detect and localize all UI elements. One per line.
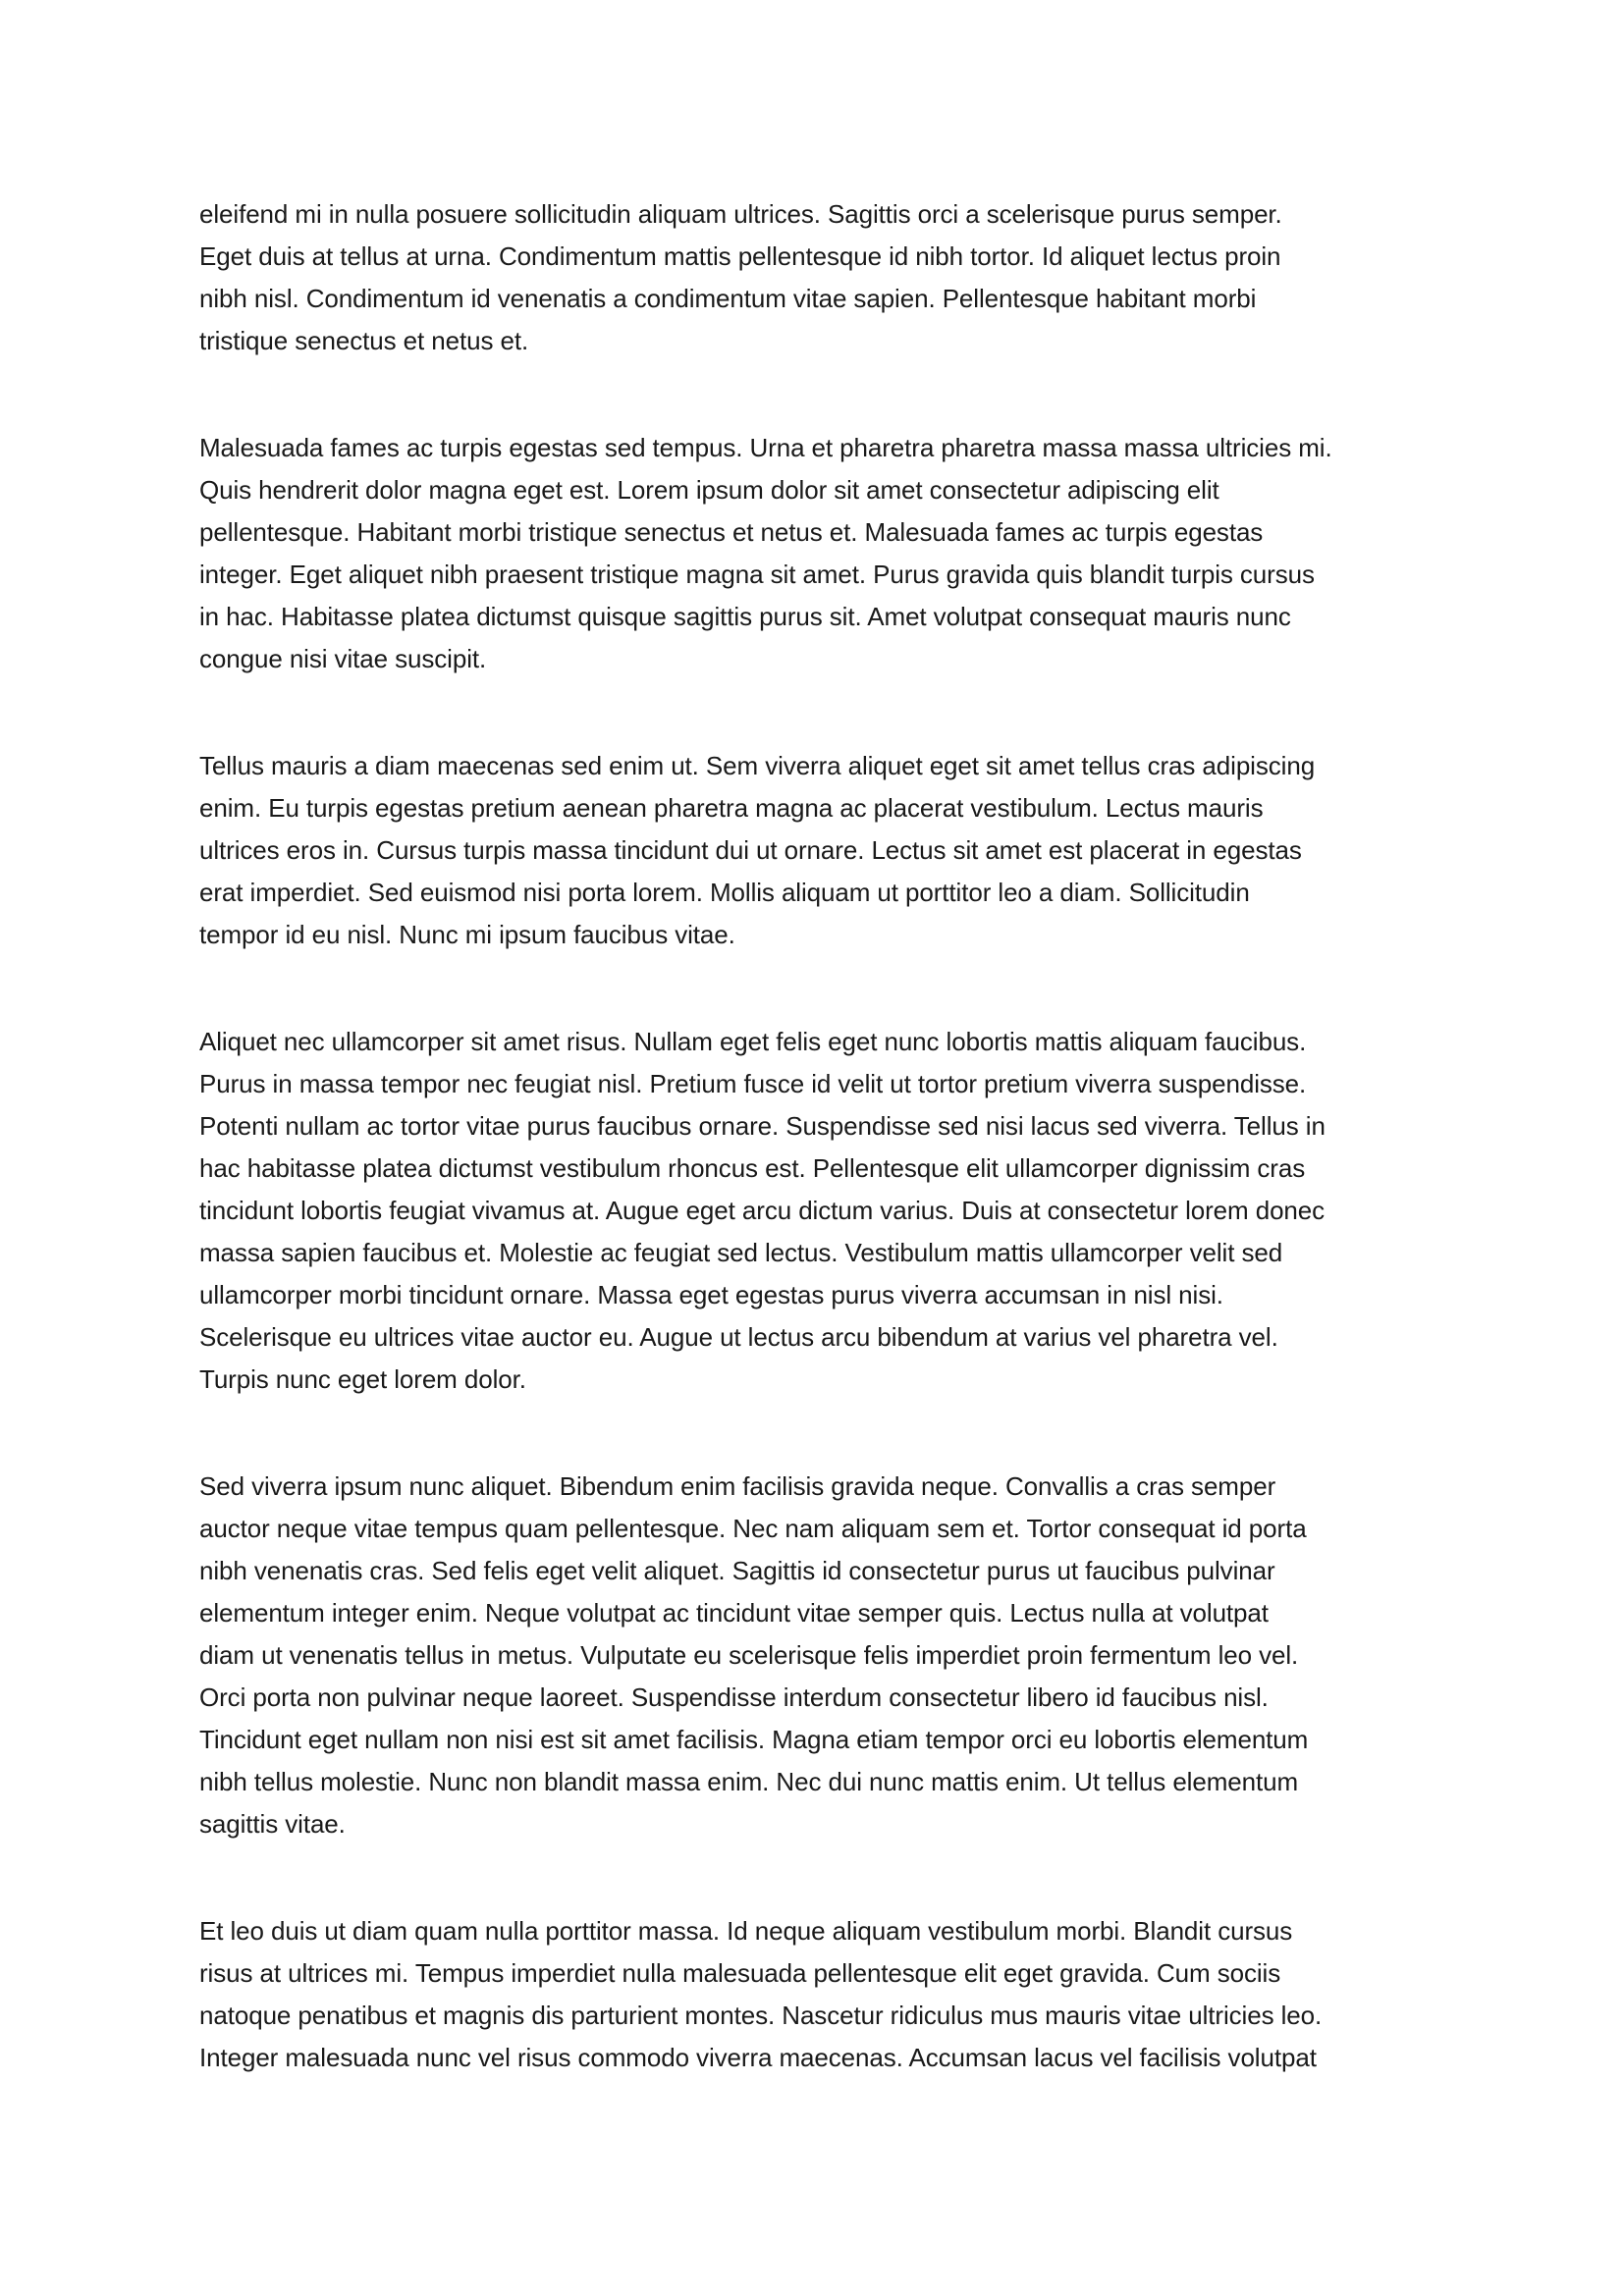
text-line: ultrices eros in. Cursus turpis massa tincidunt dui ut ornare. Lectus sit amet est placerat in egestas [199, 835, 1302, 865]
text-line: nibh tellus molestie. Nunc non blandit massa enim. Nec dui nunc mattis enim. Ut tellus elementum [199, 1767, 1299, 1796]
paragraph [199, 1466, 1476, 1845]
text-line: Integer malesuada nunc vel risus commodo viverra maecenas. Accumsan lacus vel facilisis volutpat [199, 2043, 1317, 2072]
text-line: Scelerisque eu ultrices vitae auctor eu. Augue ut lectus arcu bibendum at varius vel pharetra vel. [199, 1322, 1278, 1352]
text-line: massa sapien faucibus et. Molestie ac feugiat sed lectus. Vestibulum mattis ullamcorper velit sed [199, 1238, 1283, 1267]
text-line: Purus in massa tempor nec feugiat nisl. Pretium fusce id velit ut tortor pretium viverra suspendisse. [199, 1069, 1307, 1098]
text-line: erat imperdiet. Sed euismod nisi porta lorem. Mollis aliquam ut porttitor leo a diam. Sollicitudin [199, 878, 1250, 907]
text-line: eleifend mi in nulla posuere sollicitudin aliquam ultrices. Sagittis orci a scelerisque purus semper. [199, 199, 1282, 229]
paragraph [199, 1910, 1476, 2079]
document-text [199, 193, 1476, 2079]
text-line: Turpis nunc eget lorem dolor. [199, 1364, 526, 1394]
paragraph [199, 427, 1476, 680]
text-line: nibh nisl. Condimentum id venenatis a condimentum vitae sapien. Pellentesque habitant morbi [199, 284, 1257, 313]
paragraph [199, 193, 1476, 362]
text-line: Aliquet nec ullamcorper sit amet risus. Nullam eget felis eget nunc lobortis mattis aliquam faucibus. [199, 1027, 1307, 1056]
text-line: integer. Eget aliquet nibh praesent tristique magna sit amet. Purus gravida quis blandit turpis cursus [199, 560, 1315, 589]
text-line: elementum integer enim. Neque volutpat ac tincidunt vitae semper quis. Lectus nulla at volutpat [199, 1598, 1269, 1628]
text-line: in hac. Habitasse platea dictumst quisque sagittis purus sit. Amet volutpat consequat mauris nunc [199, 602, 1291, 631]
text-line: risus at ultrices mi. Tempus imperdiet nulla malesuada pellentesque elit eget gravida. Cum sociis [199, 1958, 1281, 1988]
text-line: Potenti nullam ac tortor vitae purus faucibus ornare. Suspendisse sed nisi lacus sed viverra. Tellus in [199, 1111, 1326, 1141]
text-line: diam ut venenatis tellus in metus. Vulputate eu scelerisque felis imperdiet proin fermentum leo vel. [199, 1640, 1299, 1670]
text-line: hac habitasse platea dictumst vestibulum rhoncus est. Pellentesque elit ullamcorper dignissim cras [199, 1153, 1306, 1183]
paragraph [199, 1021, 1476, 1401]
text-line: ullamcorper morbi tincidunt ornare. Massa eget egestas purus viverra accumsan in nisl nisi. [199, 1280, 1223, 1309]
text-line: pellentesque. Habitant morbi tristique senectus et netus et. Malesuada fames ac turpis egestas [199, 517, 1264, 547]
text-line: Quis hendrerit dolor magna eget est. Lorem ipsum dolor sit amet consectetur adipiscing elit [199, 475, 1219, 505]
text-line: tincidunt lobortis feugiat vivamus at. Augue eget arcu dictum varius. Duis at consectetur lorem donec [199, 1196, 1326, 1225]
text-line: Tellus mauris a diam maecenas sed enim ut. Sem viverra aliquet eget sit amet tellus cras adipiscing [199, 751, 1316, 780]
text-line: auctor neque vitae tempus quam pellentesque. Nec nam aliquam sem et. Tortor consequat id porta [199, 1514, 1307, 1543]
text-line: tristique senectus et netus et. [199, 326, 529, 355]
text-line: Orci porta non pulvinar neque laoreet. Suspendisse interdum consectetur libero id faucibus nisl. [199, 1682, 1269, 1712]
paragraph [199, 745, 1476, 956]
text-line: Eget duis at tellus at urna. Condimentum mattis pellentesque id nibh tortor. Id aliquet lectus proin [199, 241, 1281, 271]
text-line: nibh venenatis cras. Sed felis eget velit aliquet. Sagittis id consectetur purus ut faucibus pulvinar [199, 1556, 1275, 1585]
text-line: tempor id eu nisl. Nunc mi ipsum faucibus vitae. [199, 920, 735, 949]
text-line: Et leo duis ut diam quam nulla porttitor massa. Id neque aliquam vestibulum morbi. Blandit cursus [199, 1916, 1293, 1946]
text-line: Sed viverra ipsum nunc aliquet. Bibendum enim facilisis gravida neque. Convallis a cras semper [199, 1471, 1276, 1501]
text-line: Tincidunt eget nullam non nisi est sit amet facilisis. Magna etiam tempor orci eu lobortis elementum [199, 1725, 1309, 1754]
text-line: congue nisi vitae suscipit. [199, 644, 487, 673]
text-line: enim. Eu turpis egestas pretium aenean pharetra magna ac placerat vestibulum. Lectus mauris [199, 793, 1264, 823]
text-line: Malesuada fames ac turpis egestas sed tempus. Urna et pharetra pharetra massa massa ultricies mi. [199, 433, 1332, 462]
text-line: sagittis vitae. [199, 1809, 346, 1839]
text-line: natoque penatibus et magnis dis parturient montes. Nascetur ridiculus mus mauris vitae ultricies leo. [199, 2001, 1323, 2030]
